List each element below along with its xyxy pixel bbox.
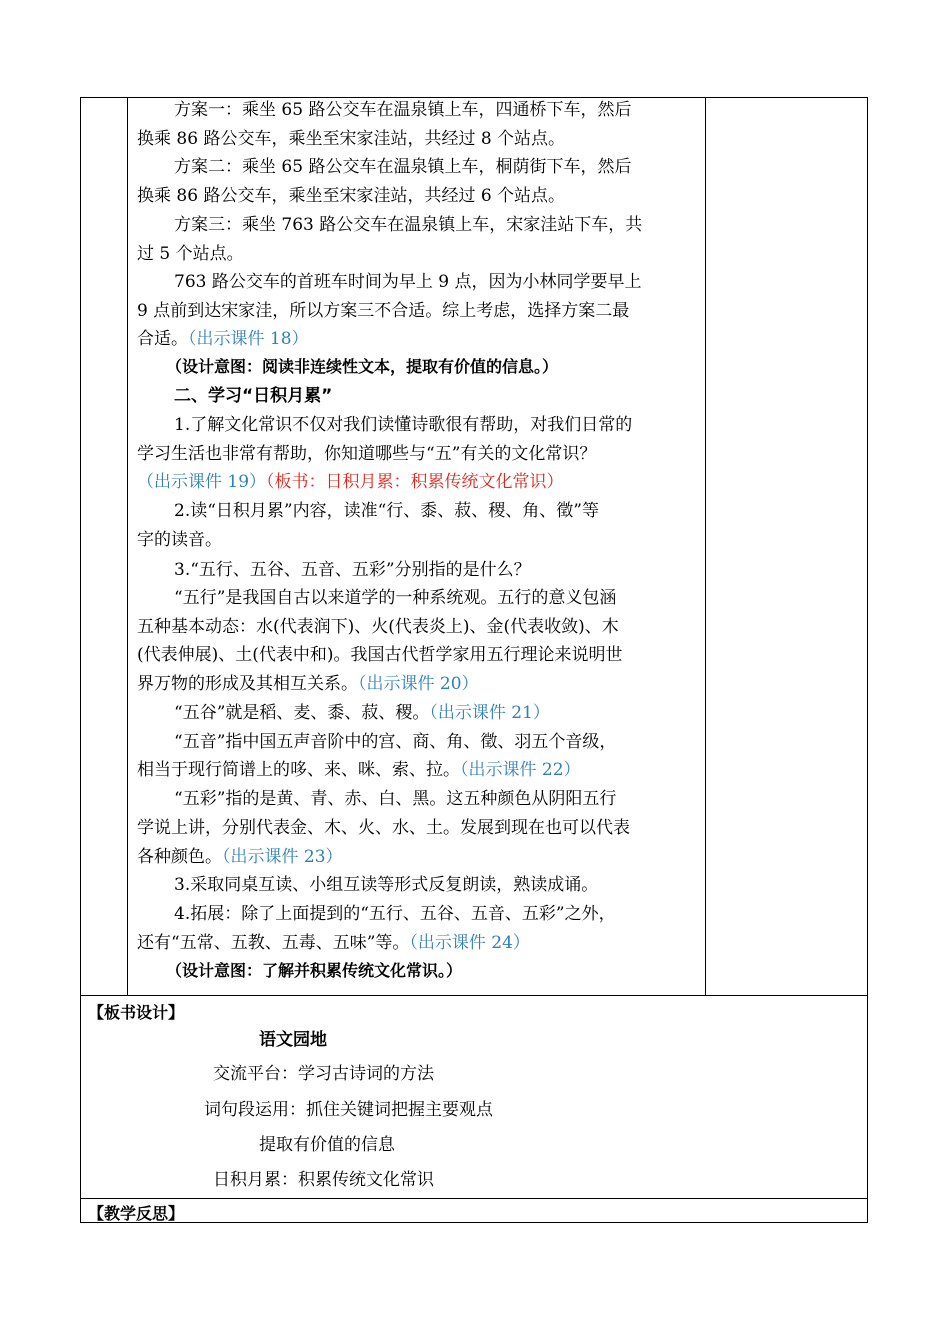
- courseware-note: （出示课件 23）: [222, 847, 343, 867]
- board-design-heading: 【板书设计】: [88, 1003, 185, 1022]
- lesson-text: “五谷”就是稻、麦、黍、菽、稷。: [174, 703, 430, 723]
- lesson-line: [174, 411, 632, 440]
- courseware-note: （出示课件 19）: [137, 472, 267, 492]
- lesson-text: 过 5 个站点。: [137, 244, 244, 264]
- lesson-line: [174, 785, 616, 814]
- lesson-line: [137, 297, 629, 326]
- lesson-line: [137, 929, 530, 958]
- lesson-line: [137, 125, 565, 154]
- lesson-text: 合适。: [137, 329, 188, 349]
- lesson-line: [137, 325, 309, 354]
- lesson-text: “五彩”指的是黄、青、赤、白、黑。这五种颜色从阴阳五行: [174, 789, 617, 809]
- lesson-text: 3.“五行、五谷、五音、五彩”分别指的是什么？: [174, 560, 531, 580]
- lesson-line: [174, 900, 616, 929]
- courseware-note: （出示课件 21）: [429, 703, 550, 723]
- lesson-line: [166, 957, 462, 986]
- table-left-border: [80, 97, 81, 1223]
- lesson-text: 1.了解文化常识不仅对我们读懂诗歌很有帮助，对我们日常的: [174, 415, 633, 435]
- lesson-line: [166, 353, 558, 382]
- lesson-text: 学说上讲，分别代表金、木、火、水、土。发展到现在也可以代表: [137, 818, 630, 838]
- lesson-text: 字的读音。: [137, 530, 222, 550]
- lesson-line: [137, 182, 565, 211]
- lesson-line: [174, 96, 631, 125]
- board-line: 提取有价值的信息: [259, 1135, 395, 1155]
- lesson-text: “五行”是我国自古以来道学的一种系统观。五行的意义包涵: [174, 588, 617, 608]
- lesson-text: 763 路公交车的首班车时间为早上 9 点，因为小林同学要早上: [174, 272, 642, 292]
- lesson-line: [137, 670, 479, 699]
- lesson-line: [137, 814, 630, 843]
- lesson-line: [174, 871, 598, 900]
- lesson-line: [137, 613, 619, 642]
- courseware-note: （出示课件 24）: [409, 933, 530, 953]
- lesson-line: [174, 556, 531, 585]
- lesson-text: (代表伸展)、土(代表中和)。我国古代哲学家用五行理论来说明世: [137, 645, 623, 665]
- lesson-line: [174, 699, 550, 728]
- lesson-text: “五音”指中国五声音阶中的宫、商、角、徵、羽五个音级，: [174, 732, 617, 752]
- lesson-text: 换乘 86 路公交车，乘坐至宋家洼站，共经过 8 个站点。: [137, 129, 566, 149]
- lesson-text: 9 点前到达宋家洼，所以方案三不合适。综上考虑，选择方案二最: [137, 301, 630, 321]
- lesson-line: [174, 382, 332, 411]
- lesson-text: （设计意图：了解并积累传统文化常识。）: [166, 961, 463, 980]
- lesson-line: [174, 584, 616, 613]
- courseware-note: （出示课件 20）: [358, 674, 479, 694]
- lesson-line: [174, 497, 599, 526]
- column-divider-left: [127, 97, 128, 995]
- lesson-line: [174, 728, 616, 757]
- lesson-line: [174, 268, 641, 297]
- lesson-text: 还有“五常、五教、五毒、五味”等。: [137, 933, 410, 953]
- lesson-line: [137, 526, 222, 555]
- table-bottom-border: [80, 1222, 868, 1223]
- courseware-note: （出示课件 22）: [460, 760, 581, 780]
- lesson-text: 2.读“日积月累”内容，读准“行、黍、菽、稷、角、徵”等: [174, 501, 599, 521]
- lesson-text: 方案一：乘坐 65 路公交车在温泉镇上车，四通桥下车，然后: [174, 100, 632, 120]
- board-line: 词句段运用：抓住关键词把握主要观点: [204, 1100, 493, 1120]
- lesson-text: 界万物的形成及其相互关系。: [137, 674, 358, 694]
- lesson-text: 3.采取同桌互读、小组互读等形式反复朗读，熟读成诵。: [174, 875, 599, 895]
- board-title: 语文园地: [259, 1030, 327, 1050]
- lesson-text: 换乘 86 路公交车，乘坐至宋家洼站，共经过 6 个站点。: [137, 186, 566, 206]
- table-right-border: [867, 97, 868, 1223]
- lesson-text: 相当于现行简谱上的哆、来、咪、索、拉。: [137, 760, 460, 780]
- row-divider-reflection: [80, 1198, 868, 1199]
- lesson-line: [137, 843, 343, 872]
- lesson-line: [174, 153, 631, 182]
- board-line: 日积月累：积累传统文化常识: [213, 1170, 434, 1190]
- lesson-text: 方案三：乘坐 763 路公交车在温泉镇上车，宋家洼站下车，共: [174, 215, 643, 235]
- lesson-text: 4.拓展：除了上面提到的“五行、五谷、五音、五彩”之外，: [174, 904, 616, 924]
- lesson-line: [174, 211, 642, 240]
- row-divider-board: [80, 995, 868, 996]
- courseware-note: （出示课件 18）: [188, 329, 309, 349]
- lesson-text: 五种基本动态：水(代表润下)、火(代表炎上)、金(代表收敛)、木: [137, 617, 619, 637]
- lesson-line: [137, 468, 564, 497]
- board-note: （板书：日积月累：积累传统文化常识）: [266, 472, 564, 492]
- lesson-line: [137, 756, 581, 785]
- lesson-text: 二、学习“日积月累”: [174, 386, 333, 406]
- lesson-line: [137, 440, 596, 469]
- column-divider-right: [705, 97, 706, 995]
- teaching-reflection-heading: 【教学反思】: [88, 1204, 185, 1223]
- board-line: 交流平台：学习古诗词的方法: [213, 1064, 434, 1084]
- lesson-text: 学习生活也非常有帮助，你知道哪些与“五”有关的文化常识？: [137, 444, 597, 464]
- lesson-line: [137, 240, 244, 269]
- lesson-text: 方案二：乘坐 65 路公交车在温泉镇上车，桐荫街下车，然后: [174, 157, 632, 177]
- lesson-text: 各种颜色。: [137, 847, 222, 867]
- lesson-text: （设计意图：阅读非连续性文本，提取有价值的信息。）: [166, 357, 559, 376]
- lesson-line: [137, 641, 623, 670]
